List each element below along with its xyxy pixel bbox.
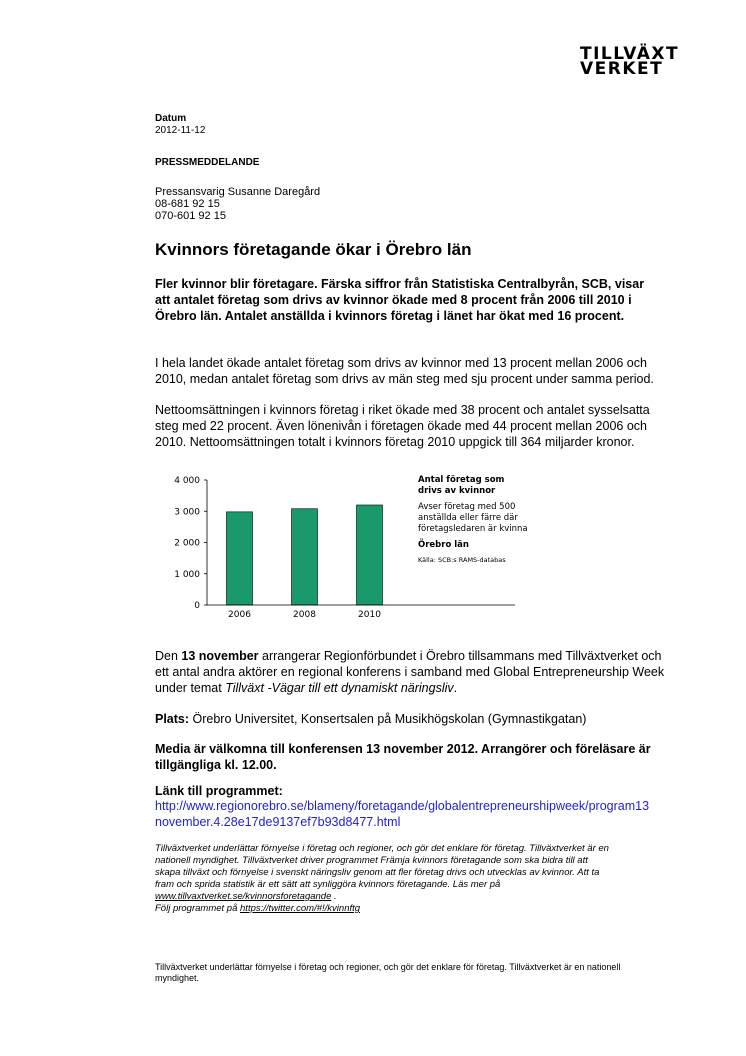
logo-line1: TILLVÄXT <box>580 44 680 64</box>
y-tick-label: 4 000 <box>174 476 200 486</box>
about-paragraph <box>155 843 615 915</box>
media-note: Media är välkomna till konferensen 13 november 2012. Arrangörer och föreläsare är tillgängliga kl. 12.00. <box>155 742 651 772</box>
place-line <box>155 711 675 727</box>
place-label: Plats: <box>155 712 190 726</box>
y-tick-label: 0 <box>194 601 200 611</box>
about-after-link: . <box>331 891 337 902</box>
contact-phone2: 070-601 92 15 <box>155 210 226 222</box>
y-axis <box>174 476 207 611</box>
legend-region: Örebro län <box>418 540 469 550</box>
follow-pre: Följ programmet på <box>155 903 241 914</box>
place-value: Örebro Universitet, Konsertsalen på Musikhögskolan (Gymnastikgatan) <box>189 712 587 726</box>
tillvaxtverket-logo <box>580 46 690 78</box>
event-paragraph <box>155 648 665 696</box>
x-axis <box>207 605 515 620</box>
event-pre: Den <box>155 649 182 663</box>
date-label: Datum <box>155 113 187 124</box>
paragraph-2: Nettoomsättningen i kvinnors företag i riket ökade med 38 procent och antalet sysselsatta steg med 22 procent. Även lönenivån i företagen ökade med 44 procent mellan 2006 och 2010. Nettoomsättningen totalt i kvinnors företag 2010 uppgick till 364 miljarder kronor. <box>155 403 650 449</box>
event-mid: arrangerar Regionförbundet i Örebro tillsammans med Tillväxtverket och ett antal andra aktörer en regional konferens i samband med Global Entrepreneurship Week under temat <box>155 649 665 695</box>
page-title: Kvinnors företagande ökar i Örebro län <box>155 240 472 259</box>
date-value: 2012-11-12 <box>155 125 206 136</box>
document-type: PRESSMEDDELANDE <box>155 157 260 168</box>
legend-heading: Antal företag som drivs av kvinnor <box>418 475 505 496</box>
event-date: 13 november <box>181 649 259 663</box>
y-tick-label: 1 000 <box>174 569 200 580</box>
legend-source: Källa: SCB:s RAMS-databas <box>418 556 506 564</box>
bars <box>227 505 383 605</box>
y-tick-label: 2 000 <box>174 538 200 549</box>
event-theme: Tillväxt -Vägar till ett dynamiskt näringsliv <box>225 681 454 695</box>
program-link-block <box>155 798 675 830</box>
about-text: Tillväxtverket underlättar förnyelse i företag och regioner, och gör det enklare för företag. Tillväxtverket är en nationell myndighet. Tillväxtverket driver programmet Främja kvinnors företagande som ska bidra till att skapa tillväxt och förnyelse i svenskt näringsliv genom att fler företag drivs och utvecklas av kvinnor. Att ta fram och sprida statistik är ett sätt att synliggöra kvinnors företagande. Läs mer på <box>155 843 609 890</box>
program-label: Länk till programmet: <box>155 784 283 798</box>
about-link[interactable]: www.tillvaxtverket.se/kvinnorsforetagande <box>155 891 332 902</box>
bar-2006 <box>227 512 253 605</box>
x-tick-label: 2006 <box>228 610 251 620</box>
event-end: . <box>453 681 458 695</box>
twitter-link[interactable]: https://twitter.com/#!/kvinnftg <box>240 903 361 914</box>
bar-2008 <box>292 509 318 605</box>
bar-2010 <box>357 505 383 605</box>
contact-name: Pressansvarig Susanne Daregård <box>155 186 321 198</box>
paragraph-1: I hela landet ökade antalet företag som drivs av kvinnor med 13 procent mellan 2006 och 2010, medan antalet företag som drivs av män steg med sju procent under samma period. <box>155 356 654 386</box>
legend-note: Avser företag med 500 anställda eller färre där företagsledaren är kvinna <box>418 502 528 534</box>
chart-legend <box>418 475 528 566</box>
program-link[interactable]: http://www.regionorebro.se/blameny/foretagande/globalentrepreneurshipweek/program13 november.4.28e17de9137ef7b93d8477.html <box>155 799 650 829</box>
y-tick-label: 3 000 <box>174 507 200 518</box>
footer-text: Tillväxtverket underlättar förnyelse i företag och regioner, och gör det enklare för företag. Tillväxtverket är en nationell myndighet. <box>155 962 621 983</box>
lead-paragraph: Fler kvinnor blir företagare. Färska siffror från Statistiska Centralbyrån, SCB, visar att antalet företag som drivs av kvinnor ökade med 8 procent från 2006 till 2010 i Örebro län. Antalet anställda i kvinnors företag i länet har ökat med 16 procent. <box>155 277 645 323</box>
x-tick-label: 2008 <box>293 610 316 620</box>
x-tick-label: 2010 <box>358 610 381 620</box>
logo-line2: VERKET <box>580 59 664 79</box>
contact-phone1: 08-681 92 15 <box>155 198 220 210</box>
